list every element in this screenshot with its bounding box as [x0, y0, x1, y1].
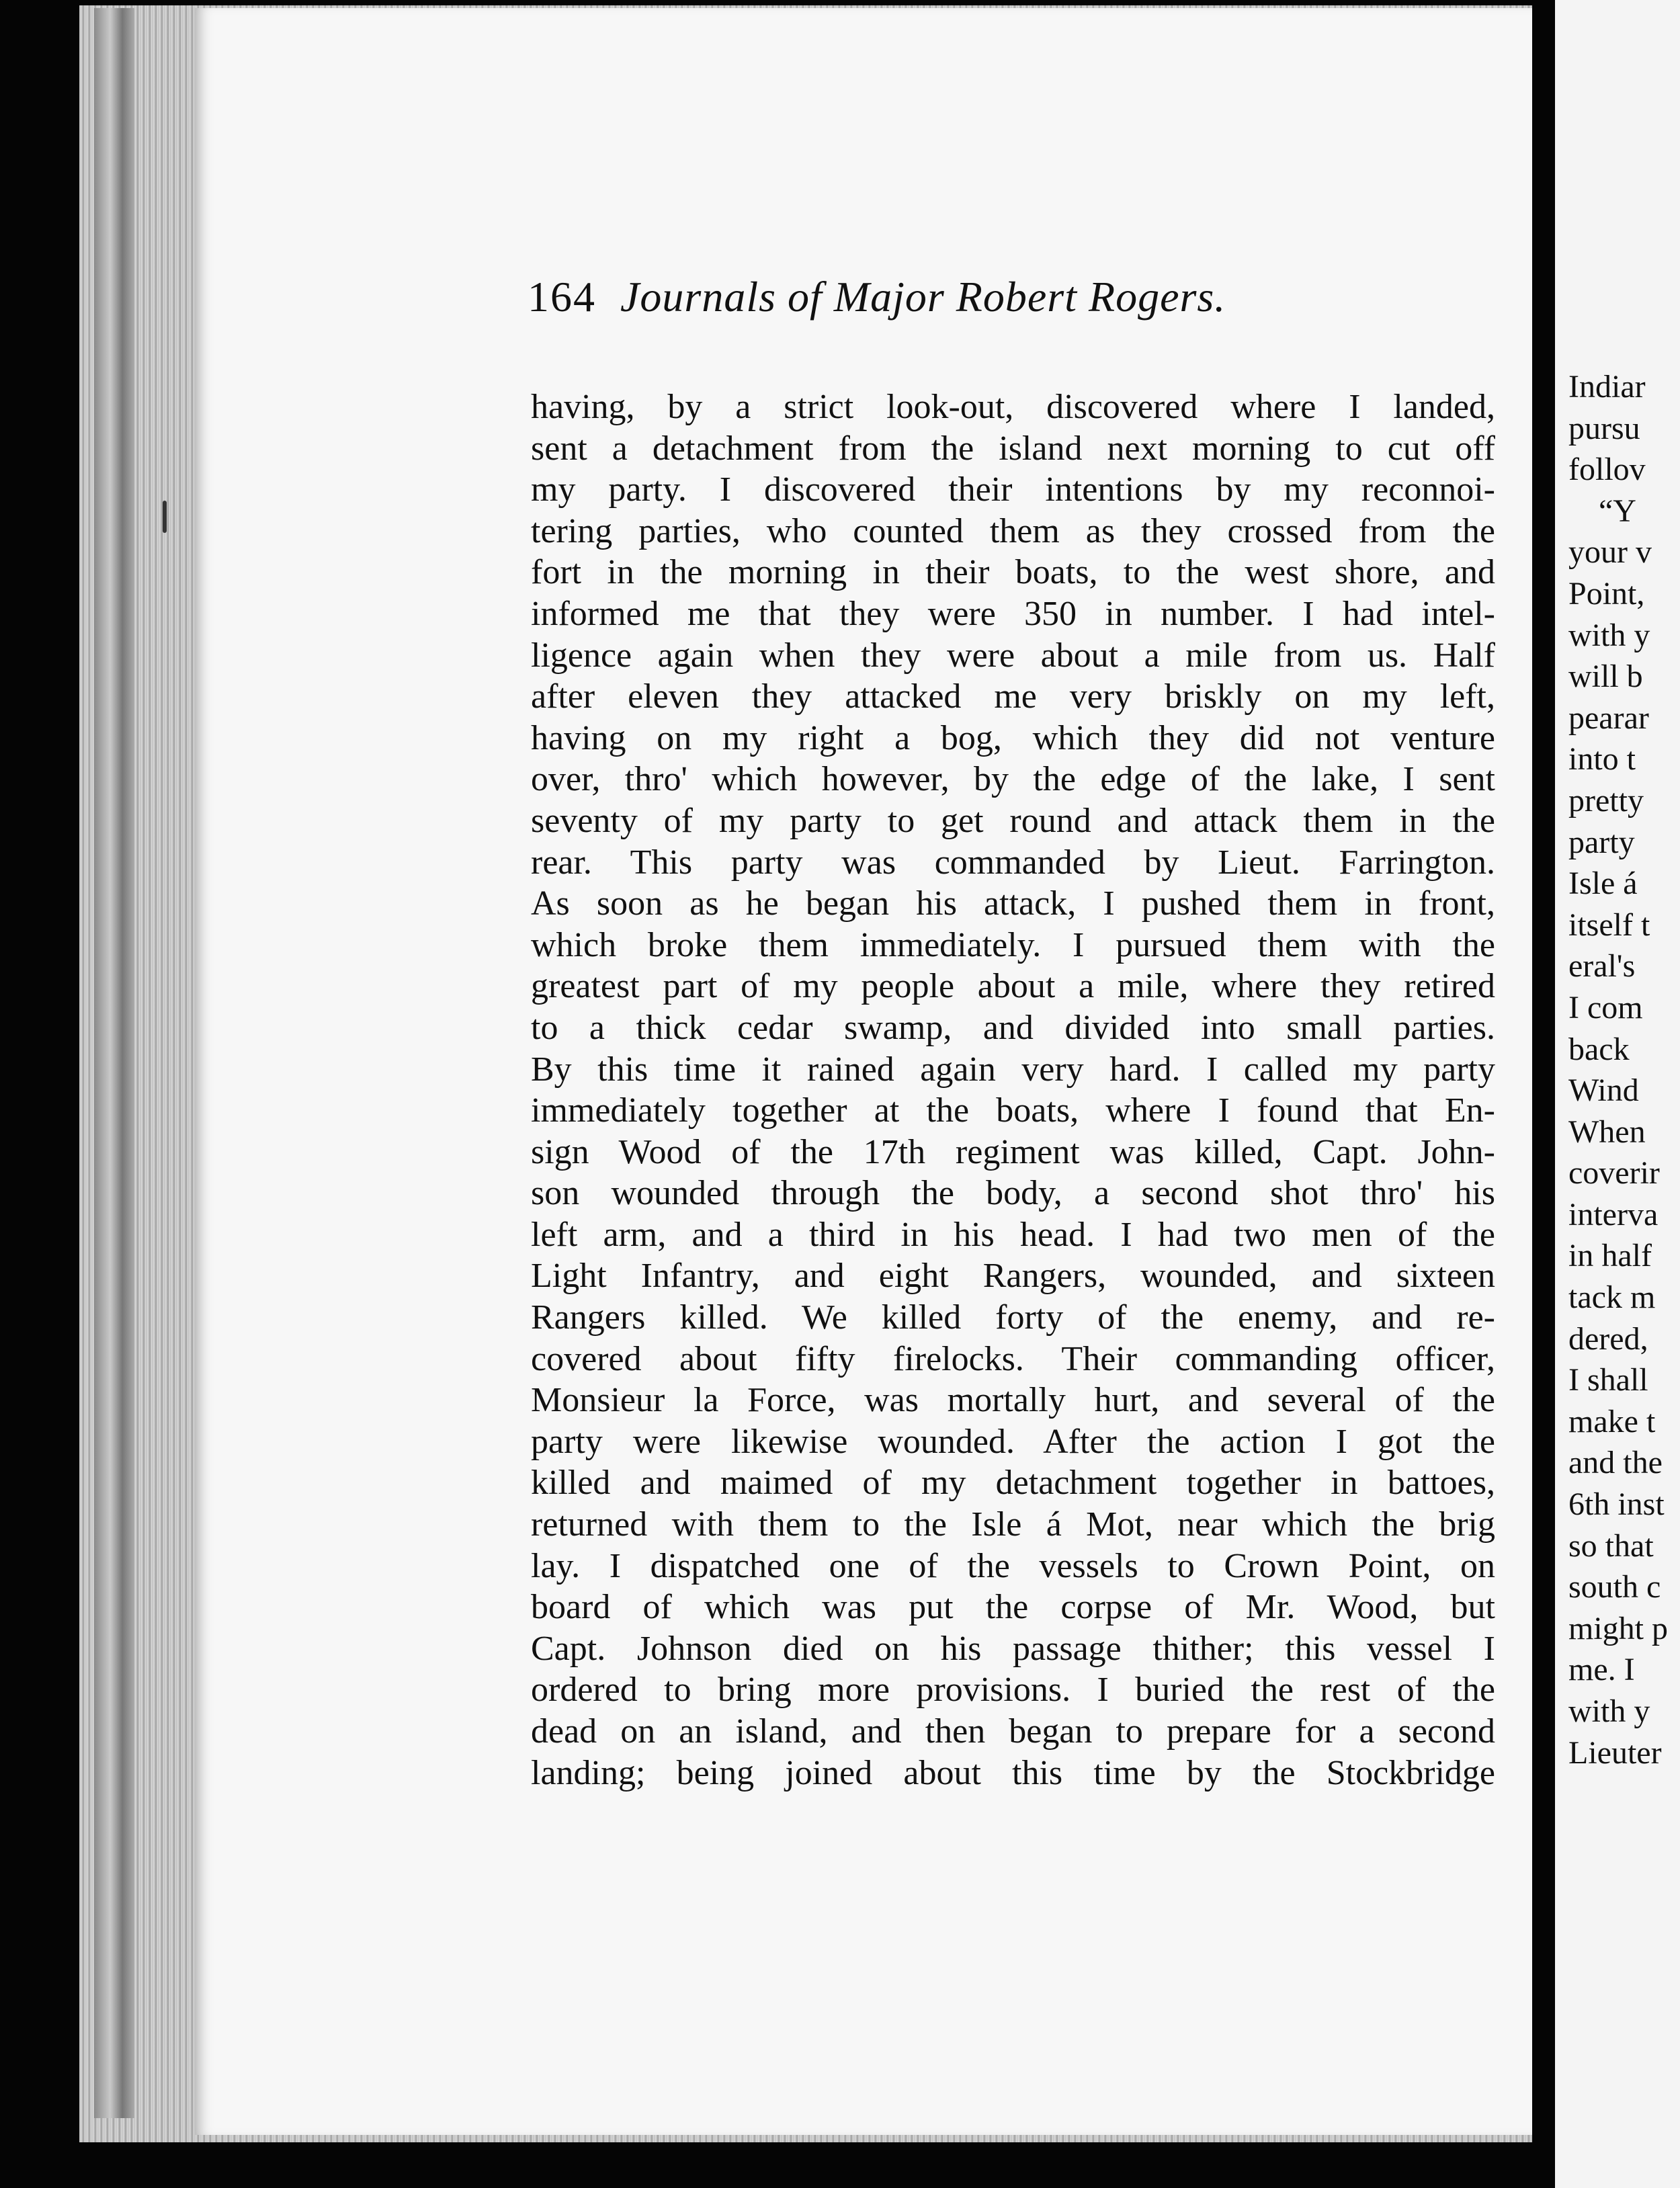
body-text	[531, 386, 1495, 1794]
margin-mark	[163, 501, 167, 533]
text-line: dead on an island, and then began to prepare for a second	[531, 1712, 1495, 1751]
facing-text-line: Point,	[1568, 575, 1645, 612]
text-line: returned with them to the Isle á Mot, near which the brig	[531, 1505, 1495, 1544]
facing-text-line: in half	[1568, 1238, 1652, 1274]
text-line: informed me that they were 350 in number. I had intel-	[531, 594, 1495, 633]
text-line: having, by a strict look-out, discovered where I landed,	[531, 388, 1495, 426]
text-line: after eleven they attacked me very briskly on my left,	[531, 677, 1495, 716]
page-number: 164	[528, 273, 596, 321]
text-line: my party. I discovered their intentions by my reconnoi-	[531, 470, 1495, 509]
text-line: sent a detachment from the island next morning to cut off	[531, 429, 1495, 468]
facing-text-line: me. I	[1568, 1652, 1635, 1688]
facing-text-line: will b	[1568, 659, 1643, 695]
text-line: party were likewise wounded. After the action I got the	[531, 1422, 1495, 1461]
facing-text-line: pursu	[1568, 410, 1640, 446]
text-line: By this time it rained again very hard. I called my party	[531, 1050, 1495, 1089]
facing-text-line: with y	[1568, 1693, 1650, 1729]
facing-text-line: Wind	[1568, 1072, 1639, 1109]
text-line: having on my right a bog, which they did not venture	[531, 718, 1495, 757]
text-line: Monsieur la Force, was mortally hurt, and several of the	[531, 1381, 1495, 1420]
text-line: to a thick cedar swamp, and divided into small parties.	[531, 1008, 1495, 1047]
page-stack-shadow	[94, 8, 134, 2118]
text-line: greatest part of my people about a mile, where they retired	[531, 967, 1495, 1006]
facing-text-line: I com	[1568, 989, 1643, 1025]
text-line: board of which was put the corpse of Mr. Wood, but	[531, 1588, 1495, 1627]
text-line: left arm, and a third in his head. I had two men of the	[531, 1215, 1495, 1254]
facing-text-line: Isle á	[1568, 866, 1638, 902]
facing-text-line: make t	[1568, 1403, 1656, 1439]
text-line: tering parties, who counted them as they crossed from the	[531, 511, 1495, 550]
facing-text-line: “Y	[1599, 493, 1636, 529]
text-line: seventy of my party to get round and attack them in the	[531, 801, 1495, 840]
facing-text-line: Lieuter	[1568, 1734, 1662, 1771]
facing-text-line: your v	[1568, 534, 1652, 571]
facing-text-line: pretty	[1568, 782, 1644, 818]
facing-text-line: might p	[1568, 1610, 1669, 1646]
text-line: over, thro' which however, by the edge of the lake, I sent	[531, 760, 1495, 799]
text-line: immediately together at the boats, where I found that En-	[531, 1091, 1495, 1130]
text-line: son wounded through the body, a second shot thro' his	[531, 1174, 1495, 1213]
facing-text-line: and the	[1568, 1445, 1663, 1481]
facing-text-line: follov	[1568, 452, 1646, 488]
page-header	[528, 272, 1384, 346]
text-line: ligence again when they were about a mile from us. Half	[531, 636, 1495, 675]
facing-text-line: interva	[1568, 1196, 1658, 1232]
text-line: lay. I dispatched one of the vessels to Crown Point, on	[531, 1546, 1495, 1585]
facing-text-line: Indiar	[1568, 369, 1646, 405]
facing-page-text	[1568, 366, 1680, 1773]
facing-text-line: coverir	[1568, 1155, 1660, 1191]
facing-page	[1555, 0, 1680, 2188]
text-line: sign Wood of the 17th regiment was killed, Capt. John-	[531, 1132, 1495, 1171]
facing-text-line: with y	[1568, 617, 1650, 653]
running-title: Journals of Major Robert Rogers.	[620, 273, 1226, 321]
book-gutter	[1532, 0, 1555, 2188]
text-line: killed and maimed of my detachment together in battoes,	[531, 1464, 1495, 1503]
facing-text-line: into t	[1568, 741, 1636, 777]
facing-text-line: itself t	[1568, 907, 1650, 943]
text-line: Rangers killed. We killed forty of the enemy, and re-	[531, 1298, 1495, 1337]
facing-text-line: back	[1568, 1031, 1630, 1067]
facing-text-line: party	[1568, 824, 1635, 860]
text-line: ordered to bring more provisions. I buried the rest of the	[531, 1671, 1495, 1710]
facing-text-line: I shall	[1568, 1362, 1648, 1398]
facing-text-line: so that	[1568, 1527, 1654, 1564]
facing-text-line: pearar	[1568, 700, 1649, 736]
text-line: landing; being joined about this time by the Stockbridge	[531, 1753, 1495, 1792]
text-line: Capt. Johnson died on his passage thither; this vessel I	[531, 1629, 1495, 1668]
facing-text-line: tack m	[1568, 1279, 1656, 1316]
text-line: Light Infantry, and eight Rangers, wounded, and sixteen	[531, 1257, 1495, 1296]
facing-text-line: dered,	[1568, 1320, 1648, 1357]
facing-text-line: south c	[1568, 1569, 1661, 1605]
facing-text-line: eral's	[1568, 948, 1636, 984]
facing-text-line: 6th inst	[1568, 1486, 1665, 1523]
text-line: As soon as he began his attack, I pushed them in front,	[531, 884, 1495, 923]
text-line: fort in the morning in their boats, to the west shore, and	[531, 553, 1495, 592]
text-line: rear. This party was commanded by Lieut. Farrington.	[531, 843, 1495, 882]
text-line: covered about fifty firelocks. Their commanding officer,	[531, 1339, 1495, 1378]
facing-text-line: When	[1568, 1113, 1646, 1150]
text-line: which broke them immediately. I pursued them with the	[531, 925, 1495, 964]
